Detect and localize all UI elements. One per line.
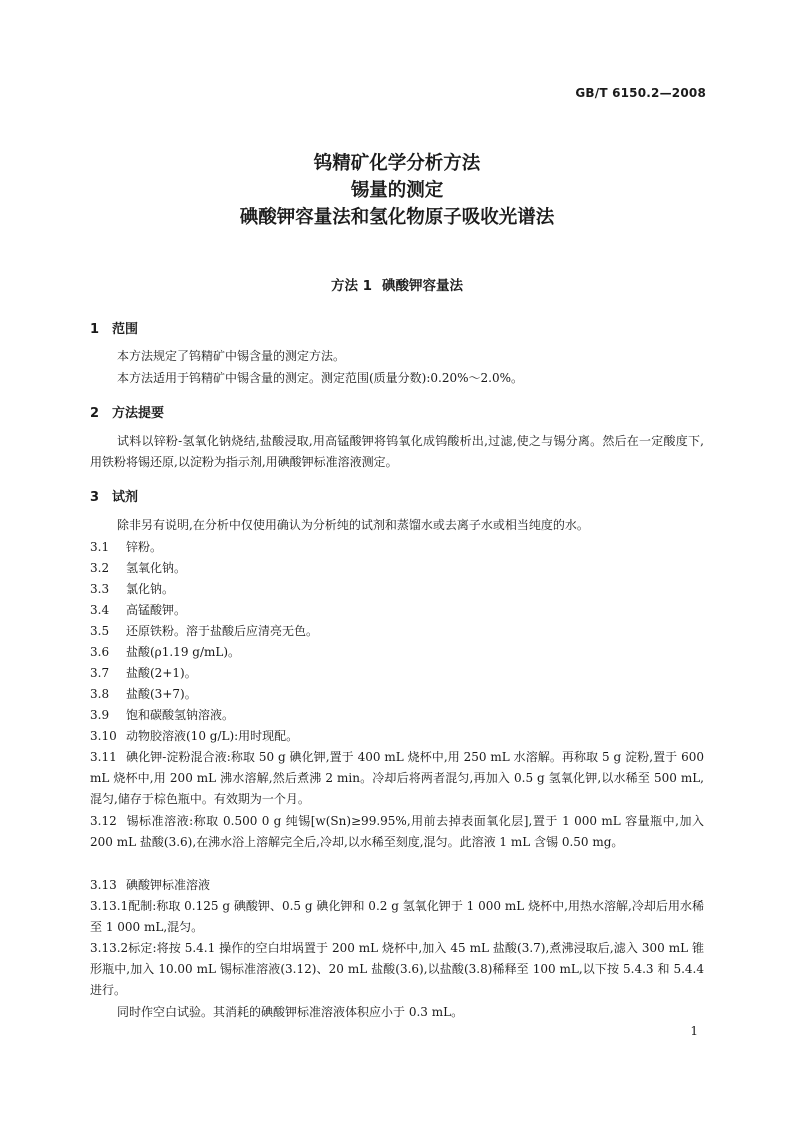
list-item	[90, 642, 704, 663]
item-text: 动物胶溶液(10 g/L):用时现配。	[126, 729, 299, 743]
standard-number: GB/T 6150.2—2008	[575, 86, 706, 100]
paragraph: 本方法规定了钨精矿中锡含量的测定方法。	[117, 349, 346, 363]
paragraph: 同时作空白试验。其消耗的碘酸钾标准溶液体积应小于 0.3 mL。	[117, 1005, 464, 1019]
item-number: 3.2	[90, 561, 110, 575]
list-item	[90, 811, 704, 853]
item-text: 标定:将按 5.4.1 操作的空白坩埚置于 200 mL 烧杯中,加入 45 mL 盐酸(3.7),煮沸浸取后,滤入 300 mL 锥形瓶中,加入 10.00 mL 锡标准溶液(3.12)、20 mL 盐酸(3.6),以盐酸(3.8)稀释至 100 mL,以下按 5.4.3 和 5.4.4 进行。	[90, 941, 704, 997]
list-item	[90, 896, 704, 938]
item-text: 饱和碳酸氢钠溶液。	[126, 708, 235, 722]
section-heading-scope	[90, 318, 138, 337]
item-text: 盐酸(ρ1.19 g/mL)。	[126, 645, 241, 659]
paragraph: 除非另有说明,在分析中仅使用确认为分析纯的试剂和蒸馏水或去离子水或相当纯度的水。	[117, 518, 589, 532]
item-number: 3.13.2	[90, 941, 129, 955]
list-item	[90, 875, 704, 896]
item-text: 配制:称取 0.125 g 碘酸钾、0.5 g 碘化钾和 0.2 g 氢氧化钾于 1 000 mL 烧杯中,用热水溶解,冷却后用水稀至 1 000 mL,混匀。	[90, 899, 704, 934]
item-text: 氢氧化钠。	[126, 561, 187, 575]
title-line-3: 碘酸钾容量法和氢化物原子吸收光谱法	[239, 207, 555, 228]
item-number: 3.5	[90, 624, 110, 638]
item-number: 3.11	[90, 750, 117, 764]
section-number: 3	[90, 490, 100, 505]
item-number: 3.3	[90, 582, 110, 596]
item-text: 锌粉。	[126, 540, 163, 554]
paragraph: 试料以锌粉-氢氧化钠烧结,盐酸浸取,用高锰酸钾将钨氧化成钨酸析出,过滤,使之与锡分离。然后在一定酸度下,用铁粉将锡还原,以淀粉为指示剂,用碘酸钾标准溶液测定。	[90, 434, 704, 469]
section-title: 试剂	[112, 490, 139, 505]
list-item	[90, 726, 704, 747]
item-number: 3.12	[90, 814, 117, 828]
list-item	[90, 621, 704, 642]
section-number: 1	[90, 322, 100, 337]
section-title: 方法提要	[112, 406, 165, 421]
list-item	[90, 663, 704, 684]
item-text: 锡标准溶液:称取 0.500 0 g 纯锡[w(Sn)≥99.95%,用前去掉表面氧化层],置于 1 000 mL 容量瓶中,加入 200 mL 盐酸(3.6),在沸水浴上溶解完全后,冷却,以水稀至刻度,混匀。此溶液 1 mL 含锡 0.50 mg。	[90, 814, 704, 849]
item-text: 氯化钠。	[126, 582, 175, 596]
section-number: 2	[90, 406, 100, 421]
item-text: 盐酸(3+7)。	[126, 687, 197, 701]
list-item	[90, 684, 704, 705]
section-heading-principle	[90, 402, 164, 421]
page-number: 1	[690, 1024, 698, 1038]
item-number: 3.6	[90, 645, 110, 659]
title-line-1: 钨精矿化学分析方法	[313, 153, 481, 174]
item-number: 3.13	[90, 878, 117, 892]
item-number: 3.9	[90, 708, 110, 722]
item-number: 3.7	[90, 666, 110, 680]
item-number: 3.13.1	[90, 899, 129, 913]
method-title	[0, 274, 794, 294]
title-line-2: 锡量的测定	[350, 180, 444, 201]
item-number: 3.4	[90, 603, 110, 617]
paragraph: 本方法适用于钨精矿中锡含量的测定。测定范围(质量分数):0.20%～2.0%。	[117, 371, 524, 385]
item-text: 碘化钾-淀粉混合液:称取 50 g 碘化钾,置于 400 mL 烧杯中,用 250 mL 水溶解。再称取 5 g 淀粉,置于 600 mL 烧杯中,用 200 mL 沸水溶解,然后煮沸 2 min。冷却后将两者混匀,再加入 0.5 g 氢氧化钾,以水稀至 500 mL,混匀,储存于棕色瓶中。有效期为一个月。	[90, 750, 704, 806]
list-item	[90, 558, 704, 579]
list-item	[90, 579, 704, 600]
list-item	[90, 938, 704, 1001]
list-item	[90, 537, 704, 558]
document-title	[0, 150, 794, 231]
list-item	[90, 705, 704, 726]
list-item	[90, 747, 704, 810]
section-title: 范围	[112, 322, 139, 337]
item-text: 还原铁粉。溶于盐酸后应清亮无色。	[126, 624, 319, 638]
section-heading-reagents	[90, 486, 138, 505]
item-text: 盐酸(2+1)。	[126, 666, 197, 680]
item-text: 碘酸钾标准溶液	[126, 878, 211, 892]
item-text: 高锰酸钾。	[126, 603, 187, 617]
item-number: 3.8	[90, 687, 110, 701]
method-label: 方法 1	[330, 278, 373, 294]
item-number: 3.1	[90, 540, 110, 554]
method-name: 碘酸钾容量法	[382, 278, 464, 294]
list-item	[90, 600, 704, 621]
item-number: 3.10	[90, 729, 117, 743]
